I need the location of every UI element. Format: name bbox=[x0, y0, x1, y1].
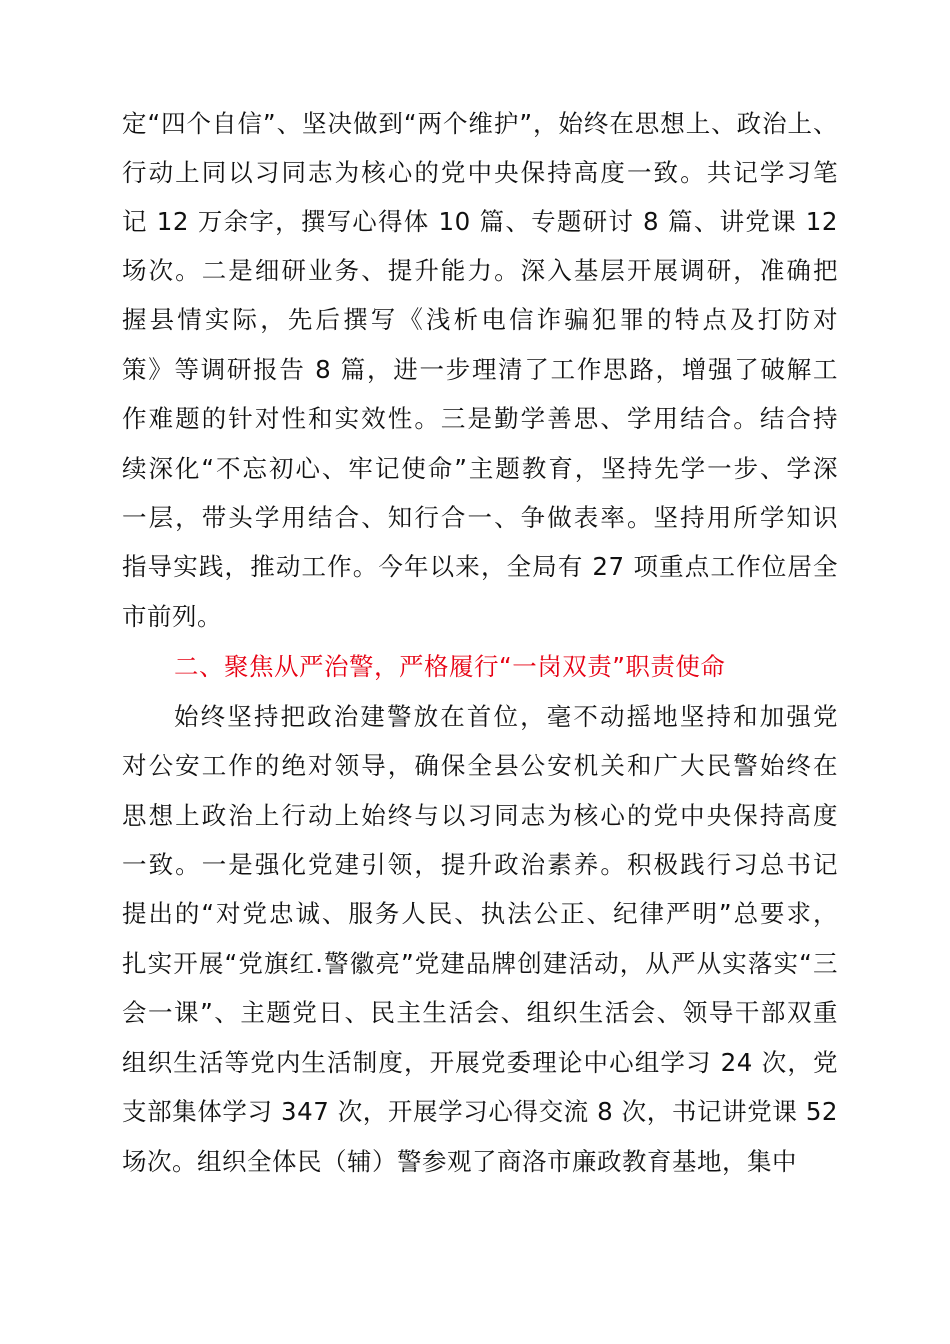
paragraph-line: 作难题的针对性和实效性。三是勤学善思、学用结合。结合持 bbox=[122, 404, 838, 433]
section-heading: 二、聚焦从严治警，严格履行“一岗双责”职责使命 bbox=[174, 652, 726, 681]
paragraph-line: 市前列。 bbox=[122, 602, 222, 631]
paragraph-line: 一致。一是强化党建引领，提升政治素养。积极践行习总书记 bbox=[122, 850, 838, 879]
paragraph-line: 组织生活等党内生活制度，开展党委理论中心组学习 24 次，党 bbox=[122, 1048, 838, 1077]
paragraph-line: 记 12 万余字，撰写心得体 10 篇、专题研讨 8 篇、讲党课 12 bbox=[122, 207, 838, 236]
paragraph-line: 指导实践，推动工作。今年以来，全局有 27 项重点工作位居全 bbox=[122, 552, 838, 581]
paragraph-line: 思想上政治上行动上始终与以习同志为核心的党中央保持高度 bbox=[122, 801, 838, 830]
paragraph-line: 始终坚持把政治建警放在首位，毫不动摇地坚持和加强党 bbox=[174, 702, 838, 731]
paragraph-line: 行动上同以习同志为核心的党中央保持高度一致。共记学习笔 bbox=[122, 158, 838, 187]
paragraph-line: 策》等调研报告 8 篇，进一步理清了工作思路，增强了破解工 bbox=[122, 355, 838, 384]
paragraph-line: 对公安工作的绝对领导，确保全县公安机关和广大民警始终在 bbox=[122, 751, 838, 780]
paragraph-line: 场次。二是细研业务、提升能力。深入基层开展调研，准确把 bbox=[122, 256, 838, 285]
paragraph-line: 定“四个自信”、坚决做到“两个维护”，始终在思想上、政治上、 bbox=[122, 109, 838, 138]
paragraph-line: 一层，带头学用结合、知行合一、争做表率。坚持用所学知识 bbox=[122, 503, 838, 532]
paragraph-line: 续深化“不忘初心、牢记使命”主题教育，坚持先学一步、学深 bbox=[122, 454, 838, 483]
paragraph-line: 握县情实际，先后撰写《浅析电信诈骗犯罪的特点及打防对 bbox=[122, 305, 838, 334]
paragraph-line: 提出的“对党忠诚、服务人民、执法公正、纪律严明”总要求， bbox=[122, 899, 838, 928]
paragraph-line: 扎实开展“党旗红.警徽亮”党建品牌创建活动，从严从实落实“三 bbox=[122, 949, 838, 978]
paragraph-line: 会一课”、主题党日、民主生活会、组织生活会、领导干部双重 bbox=[122, 998, 838, 1027]
paragraph-line: 支部集体学习 347 次，开展学习心得交流 8 次，书记讲党课 52 bbox=[122, 1097, 838, 1126]
paragraph-line: 场次。组织全体民（辅）警参观了商洛市廉政教育基地，集中 bbox=[122, 1147, 797, 1176]
